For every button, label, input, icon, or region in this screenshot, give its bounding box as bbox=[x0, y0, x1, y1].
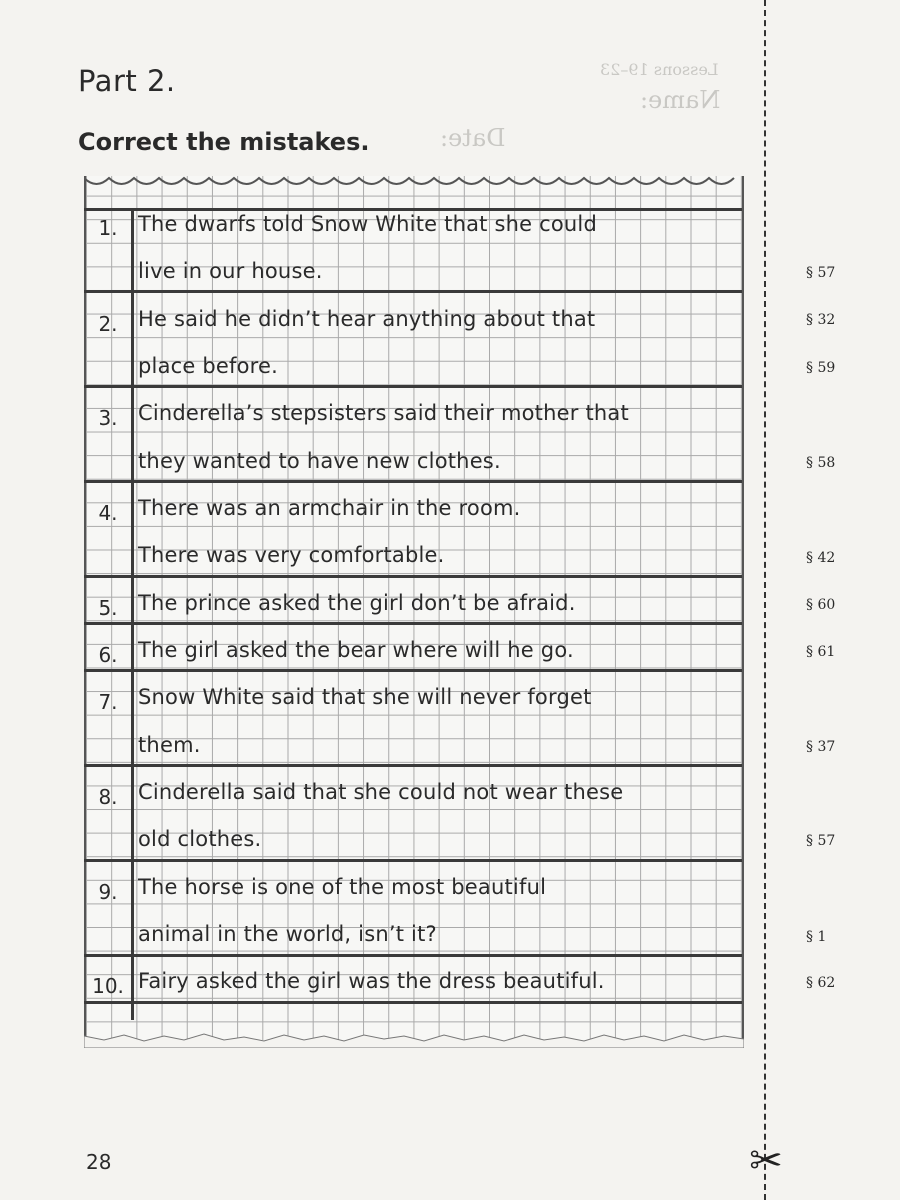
scissors-icon: ✂ bbox=[749, 1138, 783, 1184]
row-divider bbox=[84, 859, 742, 862]
item-number: 8. bbox=[98, 785, 118, 809]
sentence-line: Fairy asked the girl was the dress beautiful. bbox=[138, 969, 605, 993]
item-number: 3. bbox=[98, 406, 118, 430]
row-divider bbox=[84, 954, 742, 957]
grammar-reference: § 1 bbox=[806, 929, 827, 945]
cut-line bbox=[764, 0, 766, 1200]
number-column-divider bbox=[131, 210, 134, 1020]
row-divider bbox=[84, 575, 742, 578]
row-divider bbox=[84, 622, 742, 625]
bleed-through-text: Date: bbox=[440, 124, 506, 152]
sentence-line: The dwarfs told Snow White that she could bbox=[138, 212, 597, 236]
bleed-through-text: Name: bbox=[640, 86, 721, 114]
row-divider bbox=[84, 669, 742, 672]
item-number: 9. bbox=[98, 880, 118, 904]
item-number: 10. bbox=[92, 974, 124, 998]
page-number: 28 bbox=[86, 1150, 112, 1174]
grammar-reference: § 57 bbox=[806, 265, 836, 281]
scalloped-edge bbox=[84, 166, 744, 190]
sentence-line: The girl asked the bear where will he go. bbox=[138, 638, 574, 662]
row-divider bbox=[84, 764, 742, 767]
row-divider bbox=[84, 290, 742, 293]
grammar-reference: § 57 bbox=[806, 833, 836, 849]
sentence-line: live in our house. bbox=[138, 259, 323, 283]
row-divider bbox=[84, 1001, 742, 1004]
row-divider bbox=[84, 480, 742, 483]
sentence-line: old clothes. bbox=[138, 827, 262, 851]
item-number: 1. bbox=[98, 216, 118, 240]
sentence-line: The horse is one of the most beautiful bbox=[138, 875, 547, 899]
item-number: 4. bbox=[98, 501, 118, 525]
sentence-line: He said he didn’t hear anything about that bbox=[138, 307, 596, 331]
sentence-line: Cinderella’s stepsisters said their mother that bbox=[138, 401, 629, 425]
sentence-line: them. bbox=[138, 733, 201, 757]
task-title: Correct the mistakes. bbox=[78, 128, 370, 156]
sentence-line: There was an armchair in the room. bbox=[138, 496, 521, 520]
sentence-line: animal in the world, isn’t it? bbox=[138, 922, 437, 946]
grammar-reference: § 42 bbox=[806, 550, 836, 566]
item-number: 2. bbox=[98, 312, 118, 336]
grammar-reference: § 37 bbox=[806, 739, 836, 755]
sentence-line: The prince asked the girl don’t be afraid. bbox=[138, 591, 576, 615]
sentence-line: they wanted to have new clothes. bbox=[138, 449, 501, 473]
grammar-reference: § 32 bbox=[806, 312, 836, 328]
grammar-reference: § 61 bbox=[806, 644, 836, 660]
row-divider bbox=[84, 385, 742, 388]
sentence-line: Cinderella said that she could not wear these bbox=[138, 780, 624, 804]
part-title: Part 2. bbox=[78, 64, 176, 98]
item-number: 5. bbox=[98, 596, 118, 620]
item-number: 7. bbox=[98, 690, 118, 714]
grammar-reference: § 60 bbox=[806, 597, 836, 613]
row-divider bbox=[84, 208, 742, 211]
grammar-reference: § 59 bbox=[806, 360, 836, 376]
grammar-reference: § 62 bbox=[806, 975, 836, 991]
sentence-line: There was very comfortable. bbox=[138, 543, 445, 567]
sentence-line: place before. bbox=[138, 354, 279, 378]
bleed-through-text: Lessons 19–23 bbox=[600, 60, 719, 79]
item-number: 6. bbox=[98, 643, 118, 667]
torn-edge bbox=[84, 1028, 744, 1048]
sentence-line: Snow White said that she will never forget bbox=[138, 685, 592, 709]
grammar-reference: § 58 bbox=[806, 455, 836, 471]
